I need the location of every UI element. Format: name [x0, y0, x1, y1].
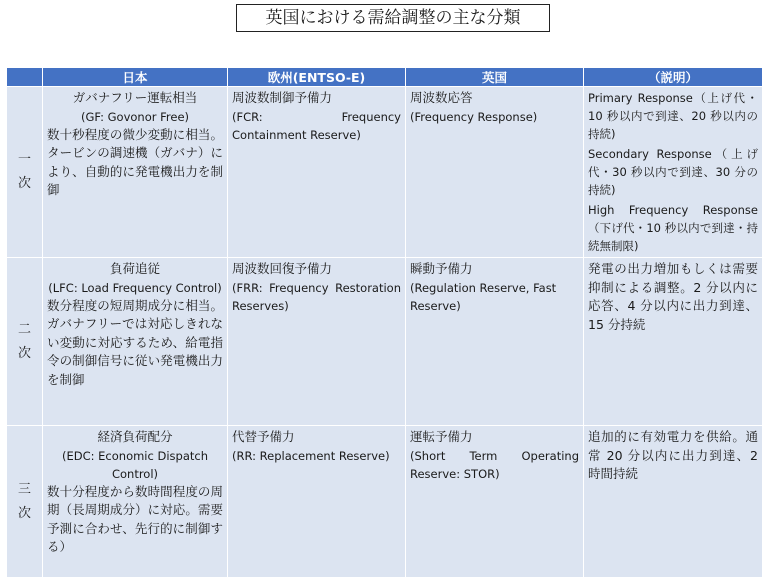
header-europe: 欧州(ENTSO-E): [228, 68, 406, 87]
cell-europe-tertiary: 代替予備力 (RR: Replacement Reserve): [228, 426, 406, 578]
cell-uk-tertiary: 運転予備力 (Short Term Operating Reserve: STOR): [406, 426, 584, 578]
cell-japan-tertiary: 経済負荷配分 (EDC: Economic Dispatch Control) 数十分程度から数時間程度の周期（長周期成分）に対応。需要予測に合わせ、先行的に制御する）: [43, 426, 228, 578]
row-label-secondary: 二 次: [7, 258, 43, 426]
cell-explanation-tertiary: 追加的に有効電力を供給。通常 20 分以内に出力到達、2 時間持続: [584, 426, 763, 578]
header-row: [7, 68, 763, 87]
table-row-primary: [7, 87, 763, 258]
cell-europe-primary: 周波数制御予備力 (FCR: Frequency Containment Reserve): [228, 87, 406, 258]
document-title: 英国における需給調整の主な分類: [236, 4, 550, 32]
cell-uk-secondary: 瞬動予備力 (Regulation Reserve, Fast Reserve): [406, 258, 584, 426]
header-japan: 日本: [43, 68, 228, 87]
header-uk: 英国: [406, 68, 584, 87]
table-row-secondary: [7, 258, 763, 426]
header-explanation: （説明）: [584, 68, 763, 87]
header-empty: [7, 68, 43, 87]
cell-japan-secondary: 負荷追従 (LFC: Load Frequency Control) 数分程度の短周期成分に相当。ガバナフリーでは対応しきれない変動に対応するため、給電指令の制御信号に従い発電機出力を制御: [43, 258, 228, 426]
table-row-tertiary: [7, 426, 763, 578]
cell-japan-primary: ガバナフリー運転相当 (GF: Govonor Free) 数十秒程度の微少変動に相当。タービンの調速機（ガバナ）により、自動的に発電機出力を制御: [43, 87, 228, 258]
row-label-tertiary: 三 次: [7, 426, 43, 578]
cell-europe-secondary: 周波数回復予備力 (FRR: Frequency Restoration Reserves): [228, 258, 406, 426]
cell-explanation-secondary: 発電の出力増加もしくは需要抑制による調整。2 分以内に応答、4 分以内に出力到達、15 分持続: [584, 258, 763, 426]
cell-explanation-primary: Primary Response（上げ代・10 秒以内で到達、20 秒以内の持続) Secondary Response（上げ代・30 秒以内で到達、30 分の持続) High Frequency Response（下げ代・10 秒以内で到達・持続無制限): [584, 87, 763, 258]
row-label-primary: 一 次: [7, 87, 43, 258]
cell-uk-primary: 周波数応答 (Frequency Response): [406, 87, 584, 258]
classification-table: [6, 67, 763, 578]
